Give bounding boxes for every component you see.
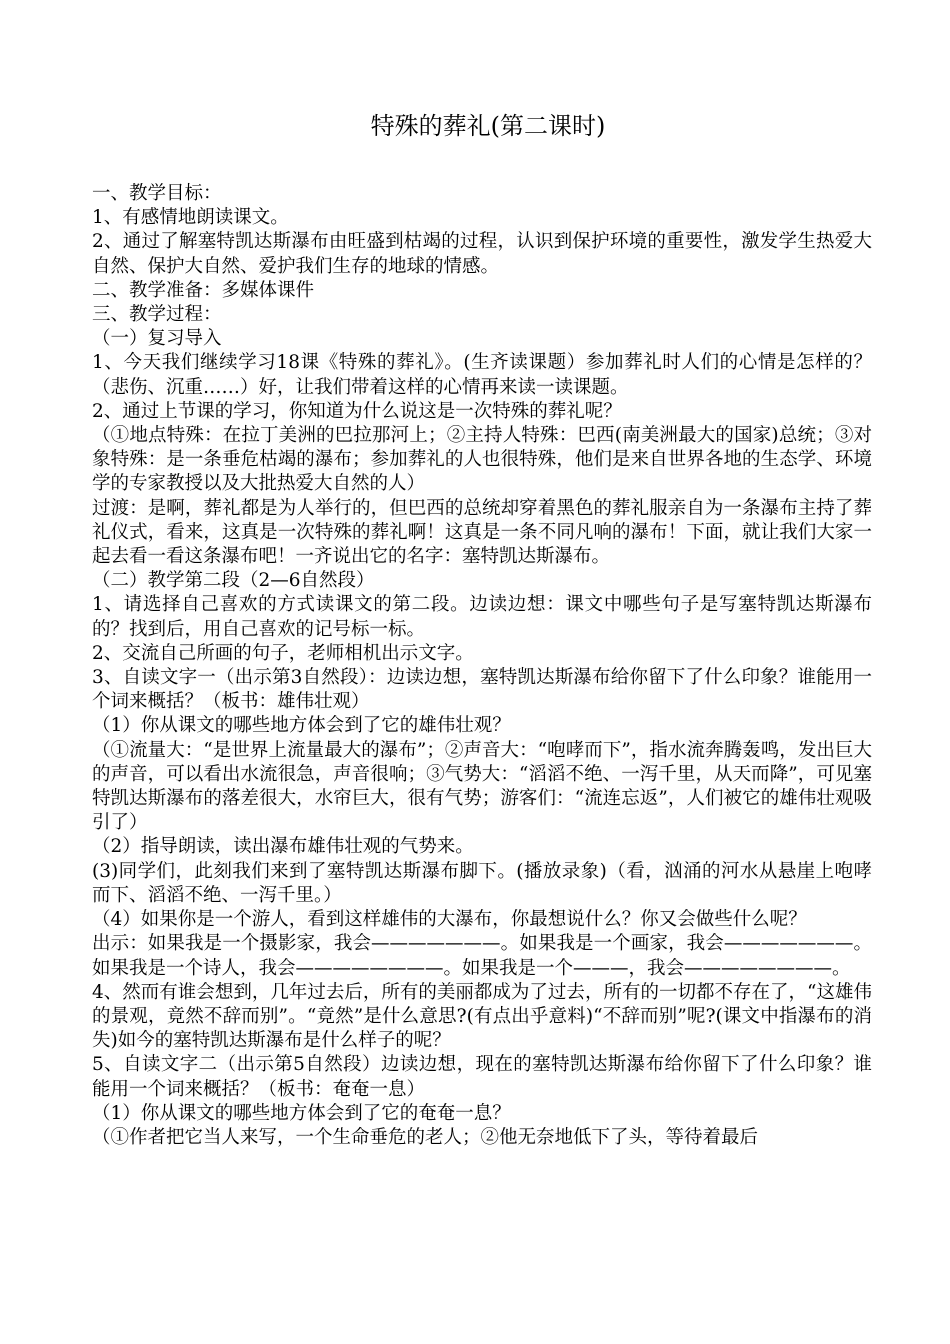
paragraph: (3)同学们，此刻我们来到了塞特凯达斯瀑布脚下。(播放录象)（看，汹涌的河水从悬崖上咆哮而下、滔滔不绝、一泻千里。） [92, 860, 872, 906]
paragraph: 2、交流自己所画的句子，老师相机出示文字。 [92, 642, 474, 664]
paragraph: （①流量大：“是世界上流量最大的瀑布”；②声音大：“咆哮而下”，指水流奔腾轰鸣，发出巨大的声音，可以看出水流很急，声音很响；③气势大：“滔滔不绝、一泻千里，从天而降”，可见塞特凯达斯瀑布的落差很大，水帘巨大，很有气势；游客们：“流连忘返”，人们被它的雄伟壮观吸引了） [92, 739, 872, 834]
paragraph: 4、然而有谁会想到，几年过去后，所有的美丽都成为了过去，所有的一切都不存在了，“这雄伟的景观，竟然不辞而别”。“竟然”是什么意思?(有点出乎意料)“不辞而别”呢?(课文中指瀑布的消失)如今的塞特凯达斯瀑布是什么样子的呢？ [92, 981, 872, 1052]
paragraph: 2、通过上节课的学习，你知道为什么说这是一次特殊的葬礼呢？ [92, 400, 622, 422]
document-title: 特殊的葬礼(第二课时) [370, 112, 606, 140]
paragraph: （①地点特殊：在拉丁美洲的巴拉那河上；②主持人特殊：巴西(南美洲最大的国家)总统；③对象特殊：是一条垂危枯竭的瀑布；参加葬礼的人也很特殊，他们是来自世界各地的生态学、环境学的专家教授以及大批热爱大自然的人） [92, 425, 872, 495]
paragraph: （2）指导朗读，读出瀑布雄伟壮观的气势来。 [92, 836, 474, 858]
heading-objectives: 一、教学目标： [92, 183, 222, 204]
document-page [92, 108, 872, 1150]
paragraph: 3、自读文字一（出示第3自然段）：边读边想，塞特凯达斯瀑布给你留下了什么印象？谁能用一个词来概括？（板书：雄伟壮观） [92, 667, 872, 713]
paragraph: （4）如果你是一个游人，看到这样雄伟的大瀑布，你最想说什么？你又会做些什么呢？ [92, 909, 807, 931]
paragraph: 过渡：是啊，葬礼都是为人举行的，但巴西的总统却穿着黑色的葬礼服亲自为一条瀑布主持了葬礼仪式，看来，这真是一次特殊的葬礼啊！这真是一条不同凡响的瀑布！下面，就让我们大家一起去看一看这条瀑布吧！一齐说出它的名字：塞特凯达斯瀑布。 [92, 497, 872, 568]
paragraph: （①作者把它当人来写，一个生命垂危的老人；②他无奈地低下了头，等待着最后 [92, 1126, 759, 1148]
paragraph: （1）你从课文的哪些地方体会到了它的奄奄一息？ [92, 1102, 511, 1124]
paragraph: 1、今天我们继续学习18课《特殊的葬礼》。(生齐读课题）参加葬礼时人们的心情是怎样的？（悲伤、沉重……）好，让我们带着这样的心情再来读一读课题。 [92, 352, 872, 398]
document-body [92, 182, 872, 1150]
paragraph: 1、请选择自己喜欢的方式读课文的第二段。边读边想：课文中哪些句子是写塞特凯达斯瀑布的？找到后，用自己喜欢的记号标一标。 [92, 594, 872, 640]
heading-preparation: 二、教学准备：多媒体课件 [92, 279, 315, 301]
paragraph: （1）你从课文的哪些地方体会到了它的雄伟壮观？ [92, 715, 511, 737]
objective-item: 2、通过了解塞特凯达斯瀑布由旺盛到枯竭的过程，认识到保护环境的重要性，激发学生热爱大自然、保护大自然、爱护我们生存的地球的情感。 [92, 231, 872, 277]
section-heading: （一）复习导入 [92, 328, 222, 350]
objective-item: 1、有感情地朗读课文。 [92, 207, 289, 229]
section-heading: （二）教学第二段（2—6自然段） [92, 570, 375, 592]
heading-process: 三、教学过程： [92, 304, 222, 326]
paragraph: 出示：如果我是一个摄影家，我会———————。如果我是一个画家，我会———————。如果我是一个诗人，我会————————。如果我是一个———，我会————————。 [92, 933, 872, 979]
paragraph: 5、自读文字二（出示第5自然段）边读边想，现在的塞特凯达斯瀑布给你留下了什么印象？谁能用一个词来概括？（板书：奄奄一息） [92, 1054, 872, 1100]
